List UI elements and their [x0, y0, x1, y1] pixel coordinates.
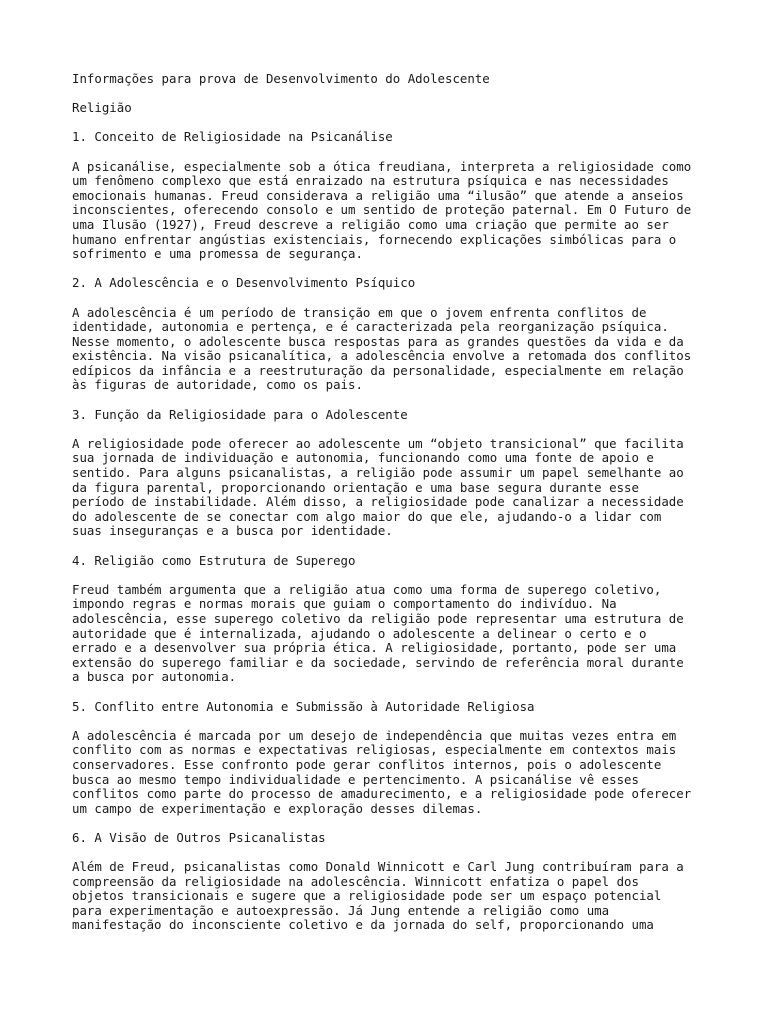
paragraph-line: manifestação do inconsciente coletivo e da jornada do self, proporcionando uma: [72, 917, 654, 933]
paragraph-line: busca ao mesmo tempo individualidade e pertencimento. A psicanálise vê esses: [72, 771, 639, 787]
paragraph-line: a busca por autonomia.: [72, 669, 237, 685]
paragraph-line: sofrimento e uma promessa de segurança.: [72, 246, 363, 262]
section-heading: 5. Conflito entre Autonomia e Submissão à Autoridade Religiosa: [72, 698, 535, 714]
section-heading: 2. A Adolescência e o Desenvolvimento Psíquico: [72, 275, 416, 291]
document-content: [72, 72, 712, 948]
section: [72, 554, 712, 685]
paragraph-line: uma Ilusão (1927), Freud descreve a religião como uma criação que permite ao ser: [72, 216, 669, 232]
section-paragraph: [72, 860, 712, 933]
section: [72, 831, 712, 933]
paragraph-line: do adolescente de se conectar com algo maior do que ele, ajudando-o a lidar com: [72, 508, 662, 524]
paragraph-line: inconscientes, oferecendo consolo e um sentido de proteção paternal. Em O Futuro de: [72, 202, 692, 218]
paragraph-line: Nesse momento, o adolescente busca respostas para as grandes questões da vida e da: [72, 333, 684, 349]
paragraph-line: A adolescência é marcada por um desejo de independência que muitas vezes entra em: [72, 727, 677, 743]
paragraph-line: da figura parental, proporcionando orientação e uma base segura durante esse: [72, 479, 639, 495]
paragraph-line: A psicanálise, especialmente sob a ótica freudiana, interpreta a religiosidade como: [72, 158, 692, 174]
paragraph-line: para experimentação e autoexpressão. Já Jung entende a religião como uma: [72, 902, 610, 918]
paragraph-line: errado e a desenvolver sua própria ética. A religiosidade, portanto, pode ser uma: [72, 640, 677, 656]
paragraph-line: A adolescência é um período de transição em que o jovem enfrenta conflitos de: [72, 304, 647, 320]
paragraph-line: edípicos da infância e a reestruturação da personalidade, especialmente em relação: [72, 362, 684, 378]
paragraph-line: conflitos como parte do processo de amadurecimento, e a religiosidade pode oferecer: [72, 786, 692, 802]
sections-container: [72, 130, 712, 933]
section: [72, 700, 712, 817]
paragraph-line: um campo de experimentação e exploração desses dilemas.: [72, 800, 483, 816]
paragraph-line: conservadores. Esse confronto pode gerar conflitos internos, pois o adolescente: [72, 756, 662, 772]
paragraph-line: extensão do superego familiar e da sociedade, servindo de referência moral durante: [72, 654, 684, 670]
document-title: Informações para prova de Desenvolvimento do Adolescente: [72, 71, 490, 86]
section-label: Religião: [72, 100, 132, 116]
section-heading: 1. Conceito de Religiosidade na Psicanálise: [72, 129, 393, 145]
paragraph-line: período de instabilidade. Além disso, a religiosidade pode canalizar a necessidade: [72, 494, 684, 510]
section-heading: 3. Função da Religiosidade para o Adolescente: [72, 406, 408, 422]
paragraph-line: humano enfrentar angústias existenciais, fornecendo explicações simbólicas para o: [72, 231, 677, 247]
paragraph-line: compreensão da religiosidade na adolescência. Winnicott enfatiza o papel dos: [72, 873, 639, 889]
section: [72, 408, 712, 539]
paragraph-line: existência. Na visão psicanalítica, a adolescência envolve a retomada dos conflitos: [72, 348, 692, 364]
paragraph-line: A religiosidade pode oferecer ao adolescente um “objeto transicional” que facilita: [72, 435, 684, 451]
paragraph-line: Além de Freud, psicanalistas como Donald Winnicott e Carl Jung contribuíram para a: [72, 859, 684, 875]
paragraph-line: sentido. Para alguns psicanalistas, a religião pode assumir um papel semelhante ao: [72, 465, 684, 481]
paragraph-line: objetos transicionais e sugere que a religiosidade pode ser um espaço potencial: [72, 888, 662, 904]
paragraph-line: suas inseguranças e a busca por identidade.: [72, 523, 393, 539]
paragraph-line: sua jornada de individuação e autonomia, funcionando como uma fonte de apoio e: [72, 450, 654, 466]
section-heading: 6. A Visão de Outros Psicanalistas: [72, 829, 326, 845]
paragraph-line: Freud também argumenta que a religião atua como uma forma de superego coletivo,: [72, 581, 662, 597]
paragraph-line: autoridade que é internalizada, ajudando o adolescente a delinear o certo e o: [72, 625, 647, 641]
paragraph-line: identidade, autonomia e pertença, e é caracterizada pela reorganização psíquica.: [72, 319, 669, 335]
paragraph-line: impondo regras e normas morais que guiam o comportamento do indivíduo. Na: [72, 596, 617, 612]
section-paragraph: [72, 437, 712, 539]
section: [72, 276, 712, 393]
paragraph-line: conflito com as normas e expectativas religiosas, especialmente em contextos mais: [72, 742, 677, 758]
paragraph-line: adolescência, esse superego coletivo da religião pode representar uma estrutura de: [72, 610, 684, 626]
paragraph-line: um fenômeno complexo que está enraizado na estrutura psíquica e nas necessidades: [72, 173, 669, 189]
section-paragraph: [72, 729, 712, 817]
paragraph-line: emocionais humanas. Freud considerava a religião uma “ilusão” que atende a anseios: [72, 187, 684, 203]
section: [72, 130, 712, 261]
section-heading: 4. Religião como Estrutura de Superego: [72, 552, 356, 568]
section-paragraph: [72, 306, 712, 394]
section-paragraph: [72, 583, 712, 685]
section-paragraph: [72, 160, 712, 262]
paragraph-line: às figuras de autoridade, como os pais.: [72, 377, 363, 393]
